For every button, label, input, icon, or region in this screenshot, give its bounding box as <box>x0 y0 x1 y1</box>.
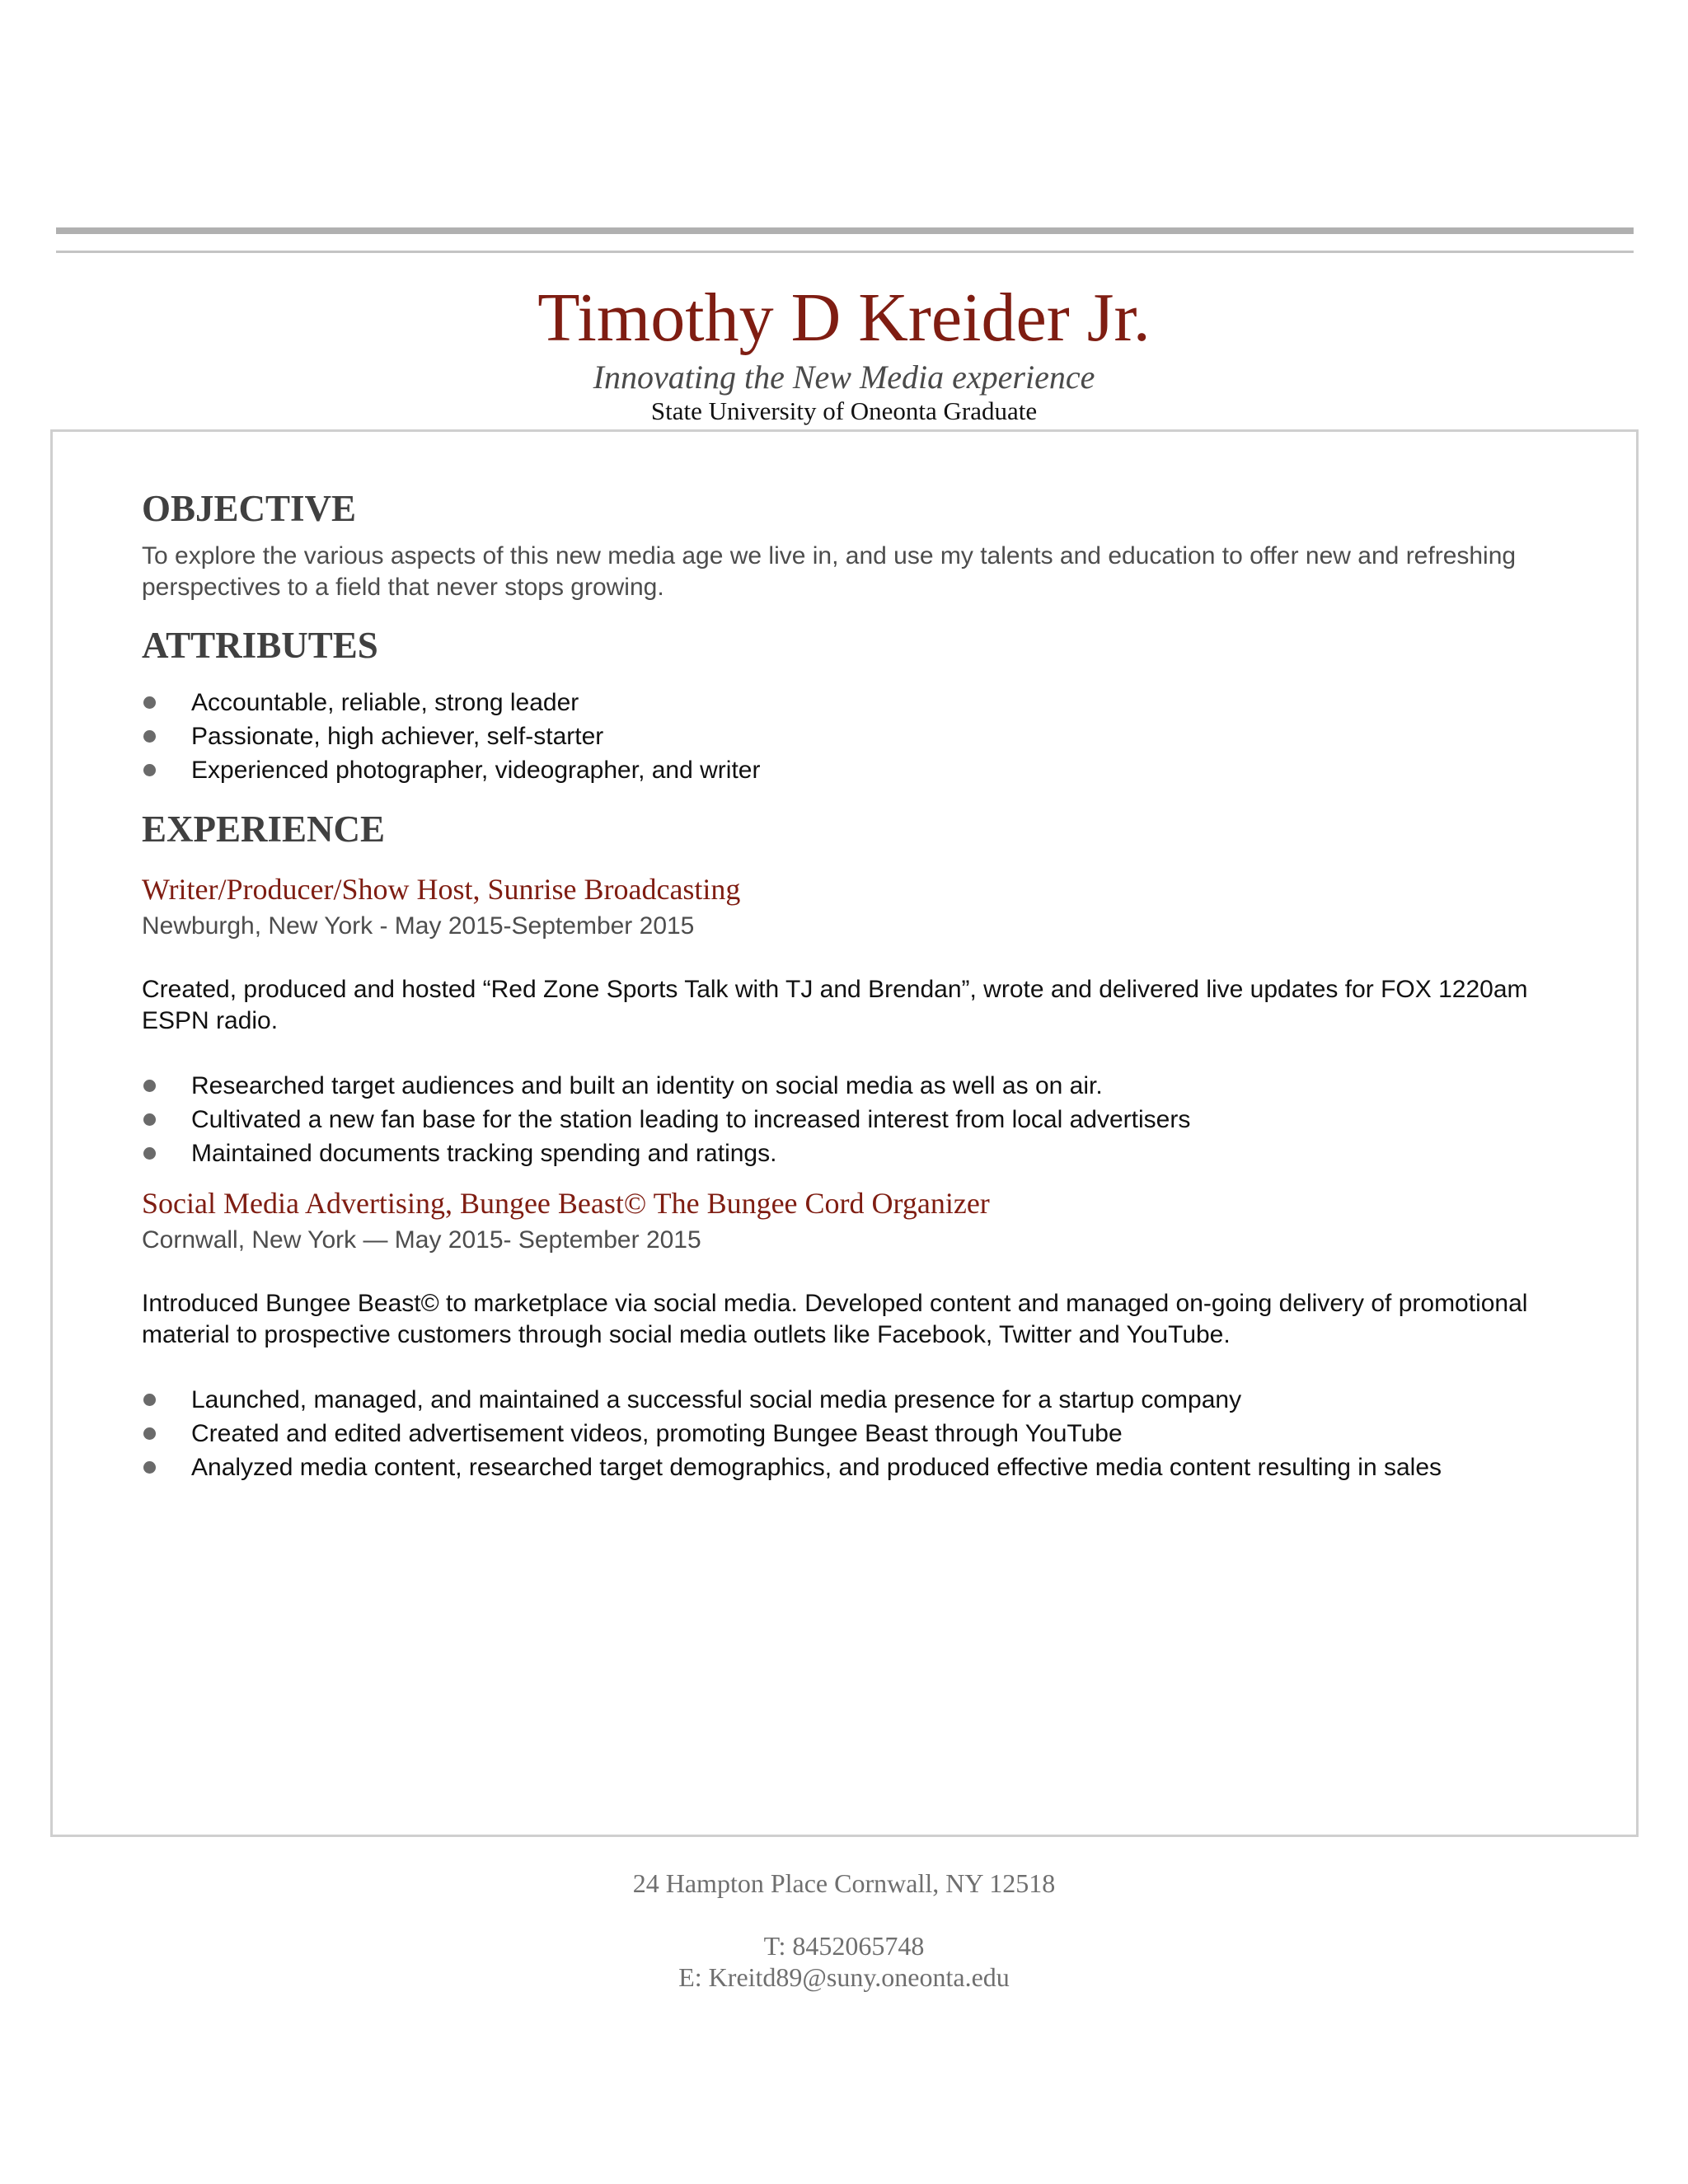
footer-phone: T: 8452065748 <box>763 1931 925 1961</box>
list-item: Cultivated a new fan base for the station leading to increased interest from local advertisers <box>142 1103 1592 1137</box>
bullet-icon <box>143 764 156 776</box>
bullet-icon <box>143 696 156 709</box>
job-entry <box>142 1185 1592 1484</box>
bullet-icon <box>143 730 156 743</box>
school-line: State University of Oneonta Graduate <box>650 396 1038 425</box>
tagline: Innovating the New Media experience <box>593 359 1095 396</box>
job-description: Created, produced and hosted “Red Zone Sports Talk with TJ and Brendan”, wrote and delivered live updates for FOX 1220am ESPN radio. <box>142 976 1528 1034</box>
header-rule-thin <box>56 251 1634 253</box>
list-item: Analyzed media content, researched target demographics, and produced effective media content resulting in sales <box>142 1451 1592 1484</box>
job-bullets <box>142 1383 1592 1484</box>
list-item: Maintained documents tracking spending and ratings. <box>142 1137 1592 1170</box>
header-rule-thick <box>56 227 1634 234</box>
list-item: Launched, managed, and maintained a successful social media presence for a startup company <box>142 1383 1329 1417</box>
attributes-list <box>142 686 1592 787</box>
job-title: Writer/Producer/Show Host, Sunrise Broadcasting <box>142 873 741 906</box>
resume-content-box <box>50 429 1639 1837</box>
bullet-icon <box>143 1427 156 1440</box>
bullet-icon <box>143 1147 156 1160</box>
job-location-dates: Newburgh, New York - May 2015-September 2015 <box>142 912 695 940</box>
job-bullets <box>142 1069 1592 1170</box>
bullet-icon <box>143 1113 156 1126</box>
list-item: Experienced photographer, videographer, and writer <box>142 753 1592 787</box>
footer-address: 24 Hampton Place Cornwall, NY 12518 <box>632 1868 1056 1898</box>
list-item: Created and edited advertisement videos, promoting Bungee Beast through YouTube <box>142 1417 1592 1451</box>
bullet-icon <box>143 1080 156 1092</box>
job-entry <box>142 871 1592 1170</box>
attributes-heading: ATTRIBUTES <box>142 625 378 666</box>
candidate-name: Timothy D Kreider Jr. <box>537 279 1151 356</box>
bullet-icon <box>143 1394 156 1406</box>
experience-heading: EXPERIENCE <box>142 808 386 850</box>
objective-text: To explore the various aspects of this new media age we live in, and use my talents and education to offer new and refreshing perspectives to a field that never stops growing. <box>142 542 1517 601</box>
footer-email: E: Kreitd89@suny.oneonta.edu <box>678 1962 1010 1992</box>
resume-content <box>142 486 1592 1484</box>
bullet-icon <box>143 1461 156 1474</box>
objective-heading: OBJECTIVE <box>142 488 357 529</box>
list-item: Researched target audiences and built an identity on social media as well as on air. <box>142 1069 1592 1103</box>
resume-header <box>0 272 1688 425</box>
list-item: Accountable, reliable, strong leader <box>142 686 1592 719</box>
job-title: Social Media Advertising, Bungee Beast© The Bungee Cord Organizer <box>142 1187 990 1220</box>
job-location-dates: Cornwall, New York — May 2015- September 2015 <box>142 1226 701 1254</box>
job-description: Introduced Bungee Beast© to marketplace via social media. Developed content and managed on-going delivery of promotional material to prospective customers through social media outlets like Facebook, Twitter and YouTube. <box>142 1290 1528 1348</box>
list-item: Passionate, high achiever, self-starter <box>142 719 1592 753</box>
